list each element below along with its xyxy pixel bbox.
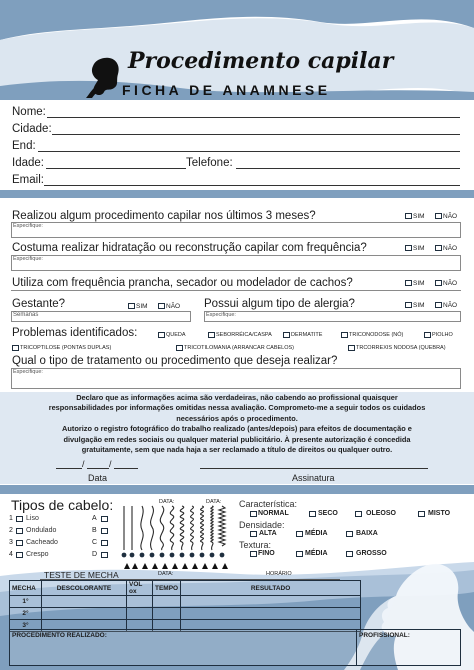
hair-letter-b-checkbox[interactable] (101, 528, 108, 534)
hair-type-3-checkbox[interactable] (16, 540, 23, 546)
pregnant-no-checkbox[interactable] (158, 303, 165, 309)
hair-type-2-label: Ondulado (26, 527, 57, 534)
piolho-label: PIOLHO (432, 332, 453, 338)
seborreica-label: SEBORRÉICA/CASPA (216, 332, 272, 338)
q1-specify-label: Especifique: (13, 223, 43, 229)
grosso-checkbox[interactable] (346, 551, 353, 557)
densidade-label: Densidade: (239, 520, 285, 530)
mecha-row-1-resultado[interactable] (181, 596, 361, 608)
hair-letter-d: D (92, 551, 98, 558)
woman-silhouette-logo (84, 54, 124, 98)
hair-letter-c: C (92, 539, 98, 546)
mecha-row-1-tempo[interactable] (153, 596, 181, 608)
mecha-row-2-tempo[interactable] (153, 608, 181, 620)
weeks-field[interactable] (11, 311, 191, 322)
allergy-no-label: NÃO (443, 302, 458, 309)
piolho-checkbox[interactable] (424, 332, 431, 338)
date-month-field[interactable] (87, 468, 109, 469)
page-subtitle: FICHA DE ANAMNESE (122, 82, 331, 98)
city-field[interactable] (52, 134, 460, 135)
hair-type-3-label: Cacheado (26, 539, 58, 546)
section-divider-2 (0, 485, 474, 494)
alta-checkbox[interactable] (250, 531, 257, 537)
q1-yes-label: SIM (413, 213, 425, 220)
name-field[interactable] (47, 117, 460, 118)
baixa-checkbox[interactable] (346, 531, 353, 537)
textura-label: Textura: (239, 540, 272, 550)
trcorrexis-checkbox[interactable] (348, 345, 355, 351)
caracteristica-label: Característica: (239, 499, 298, 509)
mecha-header-vol: VOL ox (127, 581, 153, 596)
date-separator-2: / (109, 459, 112, 469)
hair-type-4-number: 4 (9, 551, 13, 558)
question-3: Utiliza com frequência prancha, secador ou modelador de cachos? (12, 277, 353, 289)
mecha-header-resultado: RESULTADO (181, 581, 361, 596)
hair-letter-a-checkbox[interactable] (101, 516, 108, 522)
fino-label: FINO (258, 550, 275, 557)
allergy-label: Possui algum tipo de alergia? (204, 298, 355, 310)
q2-yes-checkbox[interactable] (405, 245, 412, 251)
mecha-header-descolorante: DESCOLORANTE (42, 581, 127, 596)
section-divider (0, 190, 474, 198)
mecha-row-2-descolorante[interactable] (42, 608, 127, 620)
age-field[interactable] (46, 168, 186, 169)
mecha-header-row (10, 581, 361, 596)
declaration-line-2: responsabilidades por informações omitidas nessa avaliação. Comprometo-me a seguir todos os cuidados (48, 403, 426, 413)
mecha-data-label: DATA: (158, 571, 174, 577)
baixa-label: BAIXA (356, 530, 378, 537)
hair-letter-b: B (92, 527, 97, 534)
mecha-row-2-resultado[interactable] (181, 608, 361, 620)
address-field[interactable] (38, 151, 460, 152)
declaration-line-5: divulgação em redes sociais ou qualquer material publicitário. À presente autorização é concedida (63, 434, 411, 444)
phone-field[interactable] (236, 168, 460, 169)
media-checkbox[interactable] (296, 531, 303, 537)
q2-no-label: NÃO (443, 245, 458, 252)
mecha-header-tempo: TEMPO (153, 581, 181, 596)
oleoso-label: OLEOSO (366, 510, 396, 517)
allergy-yes-label: SIM (413, 302, 425, 309)
pregnant-yes-checkbox[interactable] (128, 303, 135, 309)
q3-no-checkbox[interactable] (435, 280, 442, 286)
queda-label: QUEDA (166, 332, 186, 338)
seborreica-checkbox[interactable] (208, 332, 215, 338)
phone-label: Telefone: (186, 157, 233, 169)
pregnant-yes-label: SIM (136, 303, 148, 310)
question-2: Costuma realizar hidratação ou reconstrução capilar com frequência? (12, 242, 367, 254)
medio-label: MÉDIA (305, 550, 328, 557)
name-label: Nome: (12, 106, 46, 118)
treatment-specify-field[interactable] (11, 368, 461, 389)
mecha-table (9, 580, 361, 632)
allergy-specify-field[interactable] (204, 311, 461, 322)
profissional-label: PROFISSIONAL: (359, 632, 410, 639)
address-label: End: (12, 140, 36, 152)
allergy-no-checkbox[interactable] (435, 302, 442, 308)
declaration-line-4: Autorizo o registro fotográfico do trabalho realizado (antes/depois) para efeitos de documentação e (62, 424, 412, 434)
q2-yes-label: SIM (413, 245, 425, 252)
hair-type-4-label: Crespo (26, 551, 49, 558)
mecha-row-2-vol[interactable] (127, 608, 153, 620)
mecha-row-2-label: 2° (10, 608, 42, 620)
declaration-line-3: necessários após o procedimento. (176, 413, 298, 423)
signature-label: Assinatura (292, 473, 335, 483)
q1-specify-field[interactable] (11, 222, 461, 238)
declaration-text (0, 393, 474, 455)
question-1: Realizou algum procedimento capilar nos últimos 3 meses? (12, 210, 316, 222)
table-row (10, 608, 361, 620)
alta-label: ALTA (259, 530, 277, 537)
hair-letter-a: A (92, 515, 97, 522)
dermatite-checkbox[interactable] (283, 332, 290, 338)
profissional-field[interactable] (358, 640, 460, 665)
page-title: Procedimento capilar (128, 48, 394, 74)
table-row (10, 596, 361, 608)
hair-data-label: DATA: (159, 499, 175, 505)
signature-field[interactable] (200, 468, 428, 469)
mecha-row-1-label: 1° (10, 596, 42, 608)
email-label: Email: (12, 174, 44, 186)
allergy-specify-label: Especifique: (206, 312, 236, 318)
q3-yes-label: SIM (413, 280, 425, 287)
q1-no-label: NÃO (443, 213, 458, 220)
media-label: MÉDIA (305, 530, 328, 537)
hair-type-3-number: 3 (9, 539, 13, 546)
q2-specify-label: Especifique: (13, 256, 43, 262)
normal-checkbox[interactable] (250, 511, 257, 517)
hair-type-1-checkbox[interactable] (16, 516, 23, 522)
seco-checkbox[interactable] (309, 511, 316, 517)
hair-letter-c-checkbox[interactable] (101, 540, 108, 546)
trcorrexis-label: TRCORREXIS NODOSA (QUEBRA) (356, 345, 446, 351)
date-year-field[interactable] (114, 468, 138, 469)
misto-label: MISTO (428, 510, 451, 517)
allergy-yes-checkbox[interactable] (405, 302, 412, 308)
treatment-question: Qual o tipo de tratamento ou procedimento que deseja realizar? (12, 355, 338, 367)
mecha-row-1-vol[interactable] (127, 596, 153, 608)
grosso-label: GROSSO (356, 550, 387, 557)
q3-yes-checkbox[interactable] (405, 280, 412, 286)
oleoso-checkbox[interactable] (355, 511, 362, 517)
procedimento-field[interactable] (11, 640, 355, 665)
mecha-horario-label: HORÁRIO (266, 571, 292, 577)
date-label: Data (88, 473, 108, 483)
hair-type-2-number: 2 (9, 527, 13, 534)
procedimento-label: PROCEDIMENTO REALIZADO: (12, 632, 107, 639)
q3-no-label: NÃO (443, 280, 458, 287)
tricoptilose-checkbox[interactable] (12, 345, 19, 351)
fino-checkbox[interactable] (250, 551, 257, 557)
q1-yes-checkbox[interactable] (405, 213, 412, 219)
mecha-row-3-label: 3° (10, 620, 42, 632)
mecha-title: TESTE DE MECHA (44, 570, 119, 580)
tricotilomania-checkbox[interactable] (176, 345, 183, 351)
pregnant-no-label: NÃO (166, 303, 181, 310)
q1-no-checkbox[interactable] (435, 213, 442, 219)
normal-label: NORMAL (258, 510, 289, 517)
medio-checkbox[interactable] (296, 551, 303, 557)
mecha-row-1-descolorante[interactable] (42, 596, 127, 608)
problems-label: Problemas identificados: (12, 327, 138, 339)
triconodose-checkbox[interactable] (341, 332, 348, 338)
weeks-label: Semanas (13, 312, 39, 318)
declaration-line-6: gratuitamente, sem que nada haja a ser reclamado a título de direitos ou qualquer outro. (81, 445, 393, 455)
hair-types-title: Tipos de cabelo: (11, 497, 114, 513)
hair-curl-pattern-illustration (112, 498, 238, 560)
mecha-header-mecha: MECHA (10, 581, 42, 596)
q2-no-checkbox[interactable] (435, 245, 442, 251)
hair-data-label-2: DATA: (206, 499, 222, 505)
triconodose-label: TRICONODOSE (NÓ) (349, 332, 404, 338)
pregnant-label: Gestante? (12, 298, 66, 310)
treatment-specify-label: Especifique: (13, 369, 43, 375)
q3-divider (11, 290, 461, 296)
queda-checkbox[interactable] (158, 332, 165, 338)
footer-divider (356, 629, 357, 666)
email-field[interactable] (44, 185, 460, 186)
q2-specify-field[interactable] (11, 255, 461, 271)
date-separator-1: / (82, 459, 85, 469)
misto-checkbox[interactable] (418, 511, 425, 517)
seco-label: SECO (318, 510, 338, 517)
hair-type-1-label: Liso (26, 515, 39, 522)
hair-type-2-checkbox[interactable] (16, 528, 23, 534)
date-day-field[interactable] (56, 468, 82, 469)
hair-type-1-number: 1 (9, 515, 13, 522)
tricoptilose-label: TRICOPTILOSE (PONTAS DUPLAS) (20, 345, 112, 351)
tricotilomania-label: TRICOTILOMANIA (ARRANCAR CABELOS) (184, 345, 295, 351)
dermatite-label: DERMATITE (291, 332, 323, 338)
city-label: Cidade: (12, 123, 52, 135)
age-label: Idade: (12, 157, 44, 169)
declaration-line-1: Declaro que as informações acima são verdadeiras, não cabendo ao profissional quaisquer (76, 393, 398, 402)
